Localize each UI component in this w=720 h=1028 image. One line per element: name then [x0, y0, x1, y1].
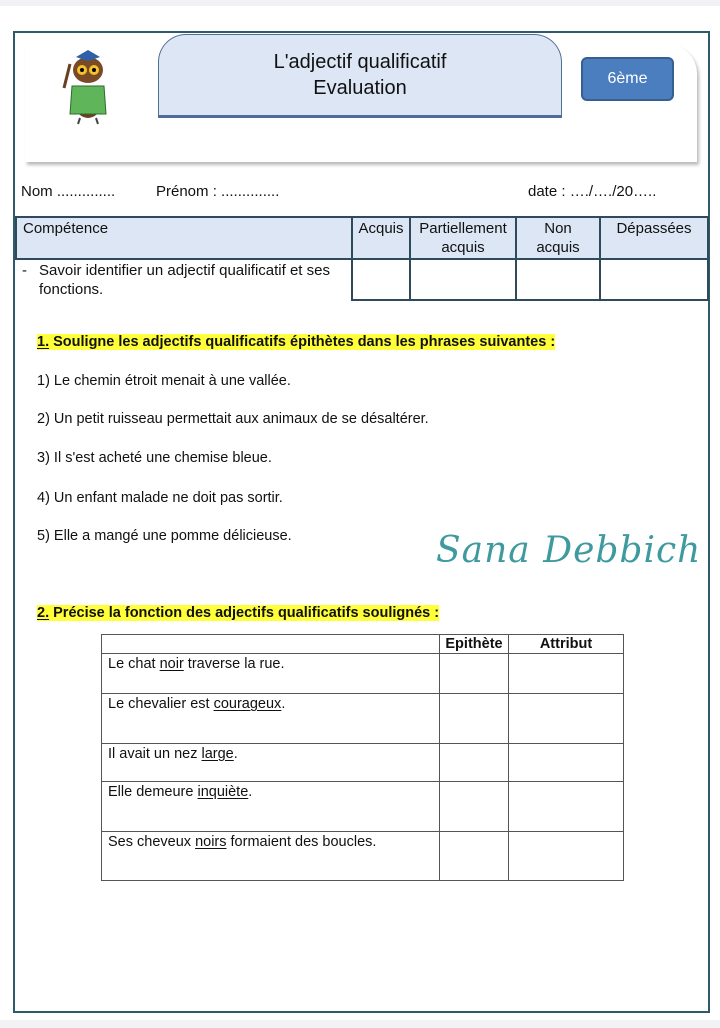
- sentence-3[interactable]: 3) Il s'est acheté une chemise bleue.: [37, 450, 272, 466]
- competence-table: [15, 216, 709, 301]
- attribut-cell[interactable]: [509, 832, 624, 881]
- prenom-field[interactable]: Prénom : ..............: [156, 183, 280, 200]
- col-non-acquis: Non acquis: [516, 217, 600, 259]
- col-competence: Compétence: [16, 217, 352, 259]
- col-attribut: Attribut: [509, 635, 624, 654]
- col-sentence: [102, 635, 440, 654]
- epithete-cell[interactable]: [440, 744, 509, 782]
- non-acquis-cell[interactable]: [516, 259, 600, 300]
- sentence-1[interactable]: 1) Le chemin étroit menait à une vallée.: [37, 373, 291, 389]
- epithete-cell[interactable]: [440, 654, 509, 694]
- underlined-adjective: noir: [159, 656, 184, 672]
- worksheet-page: [0, 6, 720, 1020]
- exercise1-instruction: [37, 334, 555, 350]
- sentence-cell: Elle demeure inquiète.: [102, 782, 440, 832]
- exercise2-text: Précise la fonction des adjectifs qualificatifs soulignés :: [53, 605, 440, 621]
- exercise2-instruction: [37, 605, 439, 621]
- table-row: [102, 654, 624, 694]
- col-depassees: Dépassées: [600, 217, 708, 259]
- nom-field[interactable]: Nom ..............: [21, 183, 116, 200]
- sentence-cell: Ses cheveux noirs formaient des boucles.: [102, 832, 440, 881]
- depassees-cell[interactable]: [600, 259, 708, 300]
- dash: -: [22, 262, 27, 279]
- sentence-cell: Le chevalier est courageux.: [102, 694, 440, 744]
- underlined-adjective: inquiète: [197, 784, 249, 800]
- sentence-5[interactable]: 5) Elle a mangé une pomme délicieuse.: [37, 528, 292, 544]
- attribut-cell[interactable]: [509, 694, 624, 744]
- underlined-adjective: courageux: [213, 696, 282, 712]
- function-table: [101, 634, 624, 881]
- sentence-cell: Le chat noir traverse la rue.: [102, 654, 440, 694]
- exercise1-number: 1.: [37, 334, 50, 350]
- competence-text: Savoir identifier un adjectif qualificatif et ses fonctions.: [39, 262, 330, 298]
- col-acquis: Acquis: [352, 217, 410, 259]
- worksheet-subtitle: Evaluation: [313, 77, 407, 99]
- epithete-cell[interactable]: [440, 832, 509, 881]
- attribut-cell[interactable]: [509, 654, 624, 694]
- epithete-cell[interactable]: [440, 694, 509, 744]
- sentence-2[interactable]: 2) Un petit ruisseau permettait aux animaux de se désaltérer.: [37, 411, 429, 427]
- epithete-cell[interactable]: [440, 782, 509, 832]
- attribut-cell[interactable]: [509, 782, 624, 832]
- attribut-cell[interactable]: [509, 744, 624, 782]
- table-row: [102, 694, 624, 744]
- signature: Sana Debbich: [436, 530, 702, 571]
- date-field[interactable]: date : …./…./20…..: [528, 183, 657, 200]
- col-epithete: Epithète: [440, 635, 509, 654]
- exercise1-text: Souligne les adjectifs qualificatifs épithètes dans les phrases suivantes :: [53, 334, 556, 350]
- partiellement-cell[interactable]: [410, 259, 516, 300]
- owl-teacher-icon: [50, 46, 125, 126]
- table-row: [102, 832, 624, 881]
- acquis-cell[interactable]: [352, 259, 410, 300]
- underlined-adjective: noirs: [195, 834, 227, 850]
- table-row: [102, 782, 624, 832]
- grade-badge: 6ème: [581, 57, 674, 101]
- underlined-adjective: large: [201, 746, 234, 762]
- table-row: [102, 744, 624, 782]
- competence-cell: [16, 260, 351, 300]
- sentence-cell: Il avait un nez large.: [102, 744, 440, 782]
- title-box: [158, 34, 562, 118]
- worksheet-title: L'adjectif qualificatif: [273, 51, 447, 73]
- sentence-4[interactable]: 4) Un enfant malade ne doit pas sortir.: [37, 490, 283, 506]
- col-partiellement: Partiellement acquis: [410, 217, 516, 259]
- exercise2-number: 2.: [37, 605, 50, 621]
